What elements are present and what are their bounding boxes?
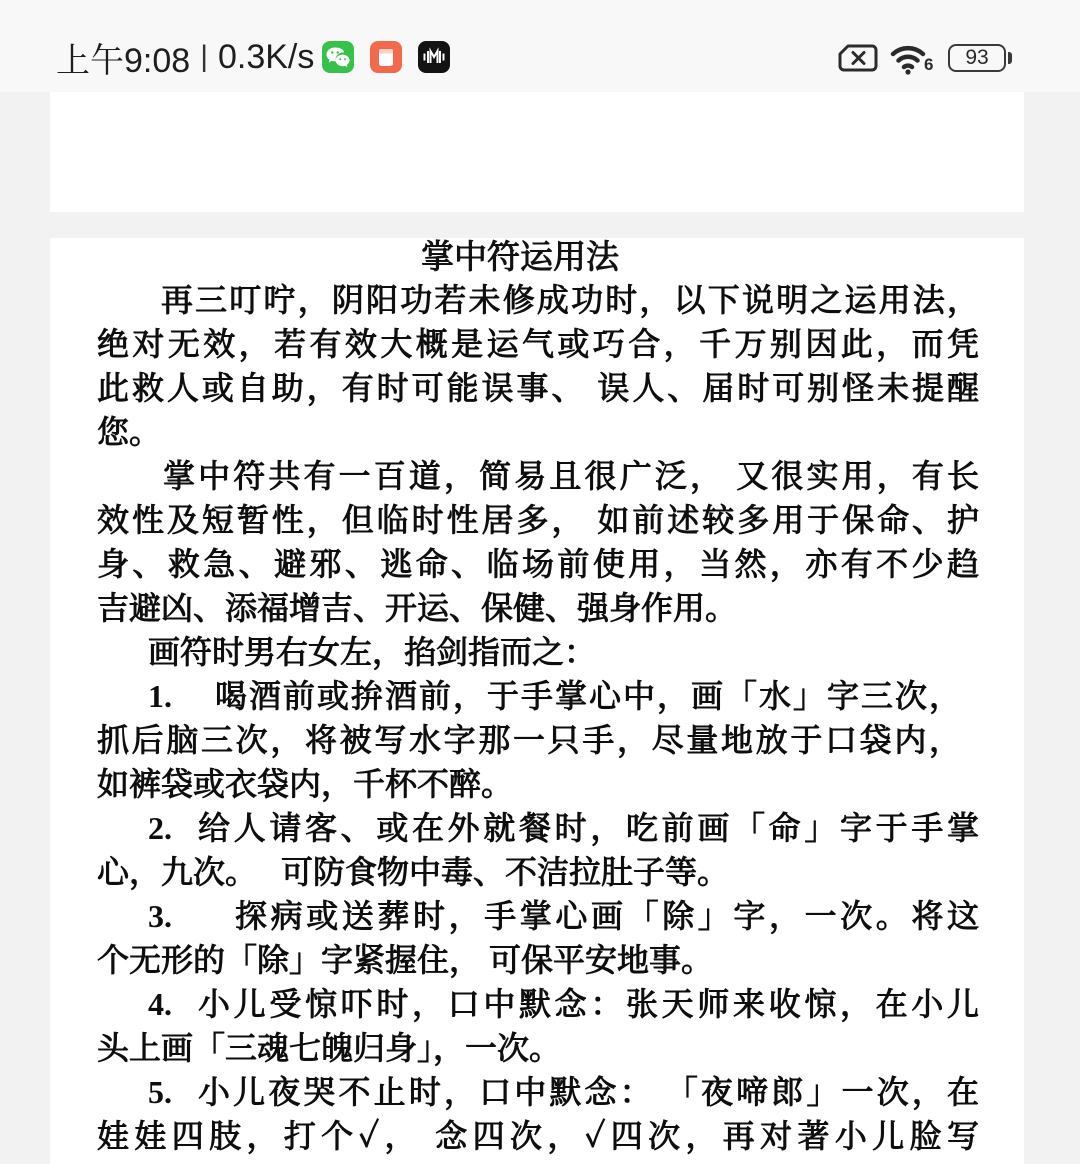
network-speed: 0.3K/s: [217, 37, 315, 76]
text-line: 小儿夜哭不止时，口中默念： 「夜啼郎」一次，在: [198, 1074, 979, 1110]
wifi-icon: [890, 41, 936, 75]
document-page[interactable]: [50, 238, 1024, 1164]
status-separator: |: [200, 40, 208, 73]
text-line: 小儿受惊吓时，口中默念：张天师来收惊，在小儿: [198, 986, 979, 1022]
text-line: 个无形的「除」字紧握住， 可保平安地事。: [97, 942, 714, 978]
text-line: 头上画「三魂七魄归身」，一次。: [97, 1030, 562, 1066]
text-line: 抓后脑三次，将被写水字那一只手，尽量地放于口袋内，: [97, 722, 961, 758]
text-line: 您。: [97, 414, 162, 450]
text-line: 如裤袋或衣袋内，千杯不醉。: [97, 766, 514, 802]
text-line: 绝对无效，若有效大概是运气或巧合，千万别因此，而凭: [97, 326, 979, 362]
text-line: 喝酒前或拚酒前，于手掌心中，画「水」字三次，: [215, 678, 961, 714]
text-line: 给人请客、或在外就餐时，吃前画「命」字于手掌: [198, 810, 979, 846]
sim-off-icon: [838, 43, 878, 73]
text-line: 再三叮咛，阴阳功若未修成功时，以下说明之运用法，: [161, 282, 979, 318]
numbered-line: [97, 982, 979, 1026]
battery-nub: [1008, 52, 1012, 64]
item-number: 2.: [148, 810, 172, 846]
wifi-generation-label: 6: [924, 55, 934, 74]
document-title: 掌中符运用法: [421, 240, 619, 276]
text-line: 娃娃四肢，打个✓， 念四次，✓四次，再对著小儿脸写: [97, 1118, 979, 1154]
text-line: 此救人或自助，有时可能误事、 误人、届时可别怪未提醒: [97, 370, 979, 406]
status-bar-right: [0, 0, 1080, 92]
text-line: 掌中符共有一百道，简易且很广泛， 又很实用，有长: [163, 458, 979, 494]
text-line: 探病或送葬时，手掌心画「除」字，一次。将这: [235, 898, 979, 934]
text-line: 身、救急、避邪、逃命、临场前使用，当然，亦有不少趋: [97, 546, 979, 582]
text-line: 画符时男右女左，掐剑指而之：: [148, 634, 597, 670]
item-number: 4.: [148, 986, 172, 1022]
document-body: [97, 278, 979, 1158]
battery-level: 93: [965, 46, 989, 69]
battery-icon: [948, 44, 1006, 72]
numbered-line: [97, 894, 979, 938]
item-number: 5.: [148, 1074, 172, 1110]
numbered-line: [97, 1070, 979, 1114]
text-line: 效性及短暂性，但临时性居多， 如前述较多用于保命、护: [97, 502, 979, 538]
item-number: 1.: [148, 678, 172, 714]
item-number: 3.: [148, 898, 172, 934]
text-line: 心，九次。 可防食物中毒、不洁拉肚子等。: [97, 854, 730, 890]
text-line: 吉避凶、添福增吉、开运、保健、强身作用。: [97, 590, 738, 626]
page-header-area: [50, 92, 1024, 212]
clock: 上午9:08: [56, 41, 191, 80]
numbered-line: [97, 674, 979, 718]
numbered-line: [97, 806, 979, 850]
status-bar: [0, 0, 1080, 92]
